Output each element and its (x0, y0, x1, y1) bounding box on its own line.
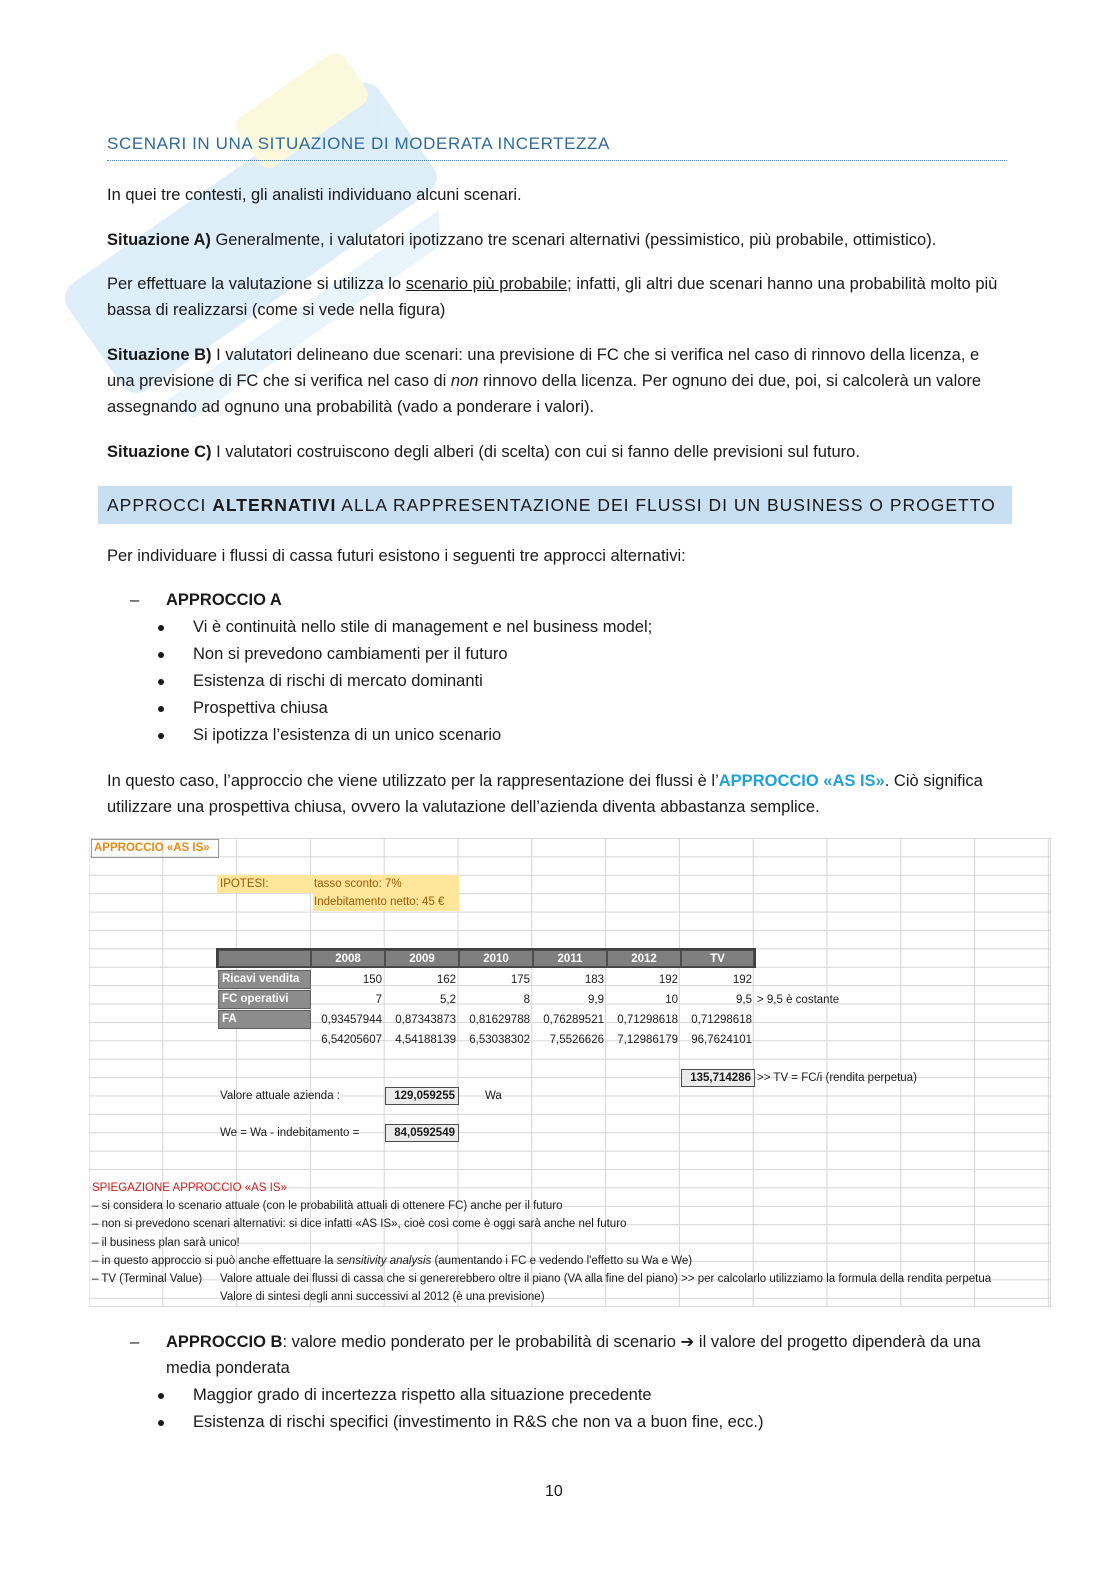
right-arrow-icon: ➔ (680, 1333, 695, 1351)
as-is-highlight: APPROCCIO «AS IS» (718, 772, 885, 790)
year-header: 2008 (311, 950, 385, 967)
wa-value-cell: 129,059255 (385, 1087, 459, 1105)
list-item-text: Non si prevedono cambiamenti per il futuro (193, 645, 508, 663)
table-cell: 7,12986179 (617, 1034, 678, 1046)
table-cell: 150 (362, 974, 382, 986)
year-header: 2009 (385, 950, 459, 967)
situazione-b-italic: non (450, 372, 479, 390)
table-cell: 192 (658, 974, 678, 986)
situazione-c-paragraph (107, 439, 1009, 465)
as-is-pre: In questo caso, l’approccio che viene utilizzato per la rappresentazione dei flussi è l’ (107, 772, 719, 790)
spiegazione-line (92, 1252, 692, 1270)
bullet-icon (158, 733, 164, 739)
table-cell: 192 (732, 974, 752, 986)
as-is-paragraph (107, 768, 1009, 820)
table-header-blank (218, 950, 311, 967)
spiegazione-line: – il business plan sarà unico! (92, 1237, 240, 1249)
bullet-icon (158, 625, 164, 631)
ipotesi-indebitamento: Indebitamento netto: 45 € (313, 893, 459, 911)
table-cell: 9,5 (736, 994, 752, 1006)
table-cell: 175 (510, 974, 530, 986)
sheet-title: APPROCCIO «AS IS» (91, 839, 219, 858)
year-header: 2012 (607, 950, 681, 967)
scenario-probabile-paragraph (107, 271, 1009, 323)
list-item-text: Prospettiva chiusa (193, 699, 328, 717)
heading-approcci-post: ALLA RAPPRESENTAZIONE DEI FLUSSI DI UN BUSINESS O PROGETTO (336, 495, 996, 515)
list-item-text: Esistenza di rischi di mercato dominanti (193, 672, 483, 690)
table-cell: 7,5526626 (549, 1034, 604, 1046)
spiegazione-tv-text: Valore attuale dei flussi di cassa che si genererebbero oltre il piano (VA alla fine del piano) >> per calcolarlo utilizziamo la formula della rendita perpetua (220, 1273, 992, 1285)
table-cell: 5,2 (440, 994, 456, 1006)
heading-approcci-pre: APPROCCI (107, 495, 213, 515)
situazione-a-label: Situazione A) (107, 231, 211, 249)
tv-value-cell: 135,714286 (681, 1069, 755, 1087)
year-header: 2010 (459, 950, 533, 967)
row-label-fc: FC operativi (218, 990, 311, 1009)
situazione-b-pre: I valutatori delineano due scenari: una previsione di FC che si verifica nel caso di rinnovo della licenza, e una previsione di FC che si verifica nel caso di (107, 346, 980, 390)
note-fc-costante: > 9,5 è costante (757, 994, 840, 1006)
bullet-icon (158, 1393, 164, 1399)
list-item-text: Si ipotizza l’esistenza di un unico scenario (193, 726, 502, 744)
table-cell: 0,71298618 (617, 1014, 678, 1026)
spiegazione-4-post: (aumentando i FC e vedendo l'effetto su Wa e We) (431, 1255, 693, 1267)
spiegazione-title: SPIEGAZIONE APPROCCIO «AS IS» (92, 1182, 287, 1194)
intro-paragraph: In quei tre contesti, gli analisti individuano alcuni scenari. (107, 186, 522, 204)
situazione-a-text: Generalmente, i valutatori ipotizzano tre scenari alternativi (pessimistico, più probabile, ottimistico). (210, 231, 937, 249)
page-number: 10 (545, 1483, 563, 1500)
approccio-b-pre: : valore medio ponderato per le probabilità di scenario (282, 1333, 681, 1351)
as-is-post: . Ciò significa utilizzare una prospettiva chiusa, ovvero la valutazione dell’azienda diventa abbastanza semplice. (107, 772, 983, 816)
year-header: 2011 (533, 950, 607, 967)
scenario-pre: Per effettuare la valutazione si utilizza lo (107, 275, 406, 293)
situazione-a-paragraph (107, 227, 1009, 253)
spiegazione-tv-label: – TV (Terminal Value) (92, 1273, 203, 1285)
approccio-a-title: APPROCCIO A (166, 591, 282, 609)
wa-symbol: Wa (485, 1090, 502, 1102)
row-label-ricavi: Ricavi vendita (218, 970, 311, 989)
row-label-fa: FA (218, 1010, 311, 1029)
year-header: TV (681, 950, 754, 967)
table-cell: 6,54205607 (321, 1034, 382, 1046)
situazione-c-text: I valutatori costruiscono degli alberi (di scelta) con cui si fanno delle previsioni sul futuro. (211, 443, 860, 461)
table-cell: 0,87343873 (395, 1014, 456, 1026)
list-item-text: Vi è continuità nello stile di management e nel business model; (193, 618, 653, 636)
heading-approcci-bold: ALTERNATIVI (212, 495, 337, 515)
tv-note: >> TV = FC/i (rendita perpetua) (757, 1072, 917, 1084)
section-heading-approcci (98, 486, 1012, 524)
table-cell: 0,76289521 (543, 1014, 604, 1026)
situazione-b-paragraph (107, 342, 1009, 420)
ipotesi-label: IPOTESI: (217, 875, 316, 893)
table-cell: 8 (523, 994, 530, 1006)
spiegazione-line: – non si prevedono scenari alternativi: si dice infatti «AS IS», cioè così come è oggi sarà anche nel futuro (92, 1218, 627, 1230)
spiegazione-line: – si considera lo scenario attuale (con le probabilità attuali di ottenere FC) anche per il futuro (92, 1200, 563, 1212)
spiegazione-line: Valore di sintesi degli anni successivi al 2012 (è una previsione) (220, 1291, 545, 1303)
approcci-intro: Per individuare i flussi di cassa futuri esistono i seguenti tre approcci alternativi: (107, 547, 686, 565)
scenario-post: ; infatti, gli altri due scenari hanno una probabilità molto più bassa di realizzarsi (come si vede nella figura) (107, 275, 998, 319)
approccio-b-text (166, 1329, 1006, 1381)
table-cell: 6,53038302 (469, 1034, 530, 1046)
bullet-icon (158, 679, 164, 685)
situazione-c-label: Situazione C) (107, 443, 212, 461)
table-cell: 9,9 (588, 994, 604, 1006)
list-item-text: Esistenza di rischi specifici (investimento in R&S che non va a buon fine, ecc.) (193, 1413, 764, 1431)
table-cell: 10 (665, 994, 678, 1006)
section-heading-scenari: SCENARI IN UNA SITUAZIONE DI MODERATA INCERTEZZA (107, 134, 1007, 161)
table-cell: 0,93457944 (321, 1014, 382, 1026)
table-cell: 0,81629788 (469, 1014, 530, 1026)
spiegazione-4-italic: sensitivity analysis (336, 1255, 432, 1267)
situazione-b-post: rinnovo della licenza. Per ognuno dei due, poi, si calcolerà un valore assegnando ad ognuno una probabilità (vado a ponderare i valori). (107, 372, 982, 416)
table-cell: 162 (436, 974, 456, 986)
approccio-b-post: il valore del progetto dipenderà da una media ponderata (166, 1333, 981, 1377)
table-cell: 4,54188139 (395, 1034, 456, 1046)
dash-marker: – (130, 1333, 140, 1351)
bullet-icon (158, 652, 164, 658)
bullet-icon (158, 706, 164, 712)
approccio-b-title: APPROCCIO B (166, 1333, 283, 1351)
ipotesi-tasso: tasso sconto: 7% (313, 875, 459, 893)
dash-marker: – (130, 591, 140, 609)
situazione-b-label: Situazione B) (107, 346, 212, 364)
spreadsheet-as-is (89, 838, 1051, 1307)
list-item-text: Maggior grado di incertezza rispetto alla situazione precedente (193, 1386, 652, 1404)
scenario-underlined: scenario più probabile (405, 275, 568, 293)
table-cell: 96,7624101 (691, 1034, 752, 1046)
wa-label: Valore attuale azienda : (220, 1090, 340, 1102)
bullet-icon (158, 1420, 164, 1426)
we-value-cell: 84,0592549 (385, 1124, 459, 1142)
table-cell: 0,71298618 (691, 1014, 752, 1026)
table-cell: 7 (375, 994, 382, 1006)
table-cell: 183 (584, 974, 604, 986)
we-label: We = Wa - indebitamento = (220, 1127, 360, 1139)
spiegazione-4-pre: – in questo approccio si può anche effettuare la (92, 1255, 337, 1267)
